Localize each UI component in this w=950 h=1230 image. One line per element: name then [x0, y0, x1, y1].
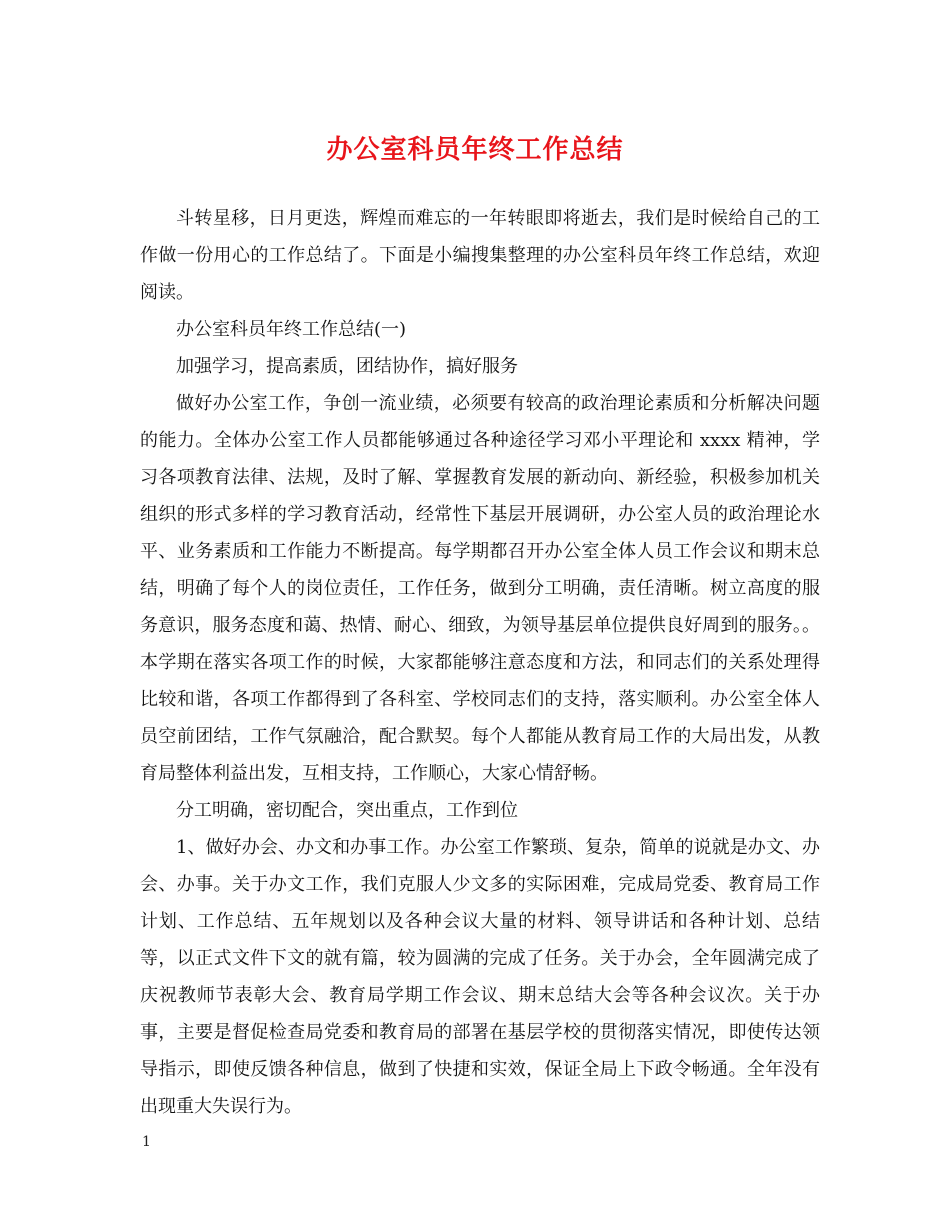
page-number: 1 — [142, 1134, 151, 1150]
document-title: 办公室科员年终工作总结 — [326, 135, 624, 165]
subsection-heading: 分工明确，密切配合，突出重点，工作到位 — [176, 800, 518, 821]
document-body — [140, 200, 820, 1125]
intro-paragraph: 斗转星移，日月更迭，辉煌而难忘的一年转眼即将逝去，我们是时候给自己的工作做一份用心的工作总结了。下面是小编搜集整理的办公室科员年终工作总结，欢迎阅读。 — [140, 208, 820, 303]
subsection-heading: 加强学习，提高素质，团结协作，搞好服务 — [176, 356, 518, 377]
section-heading: 办公室科员年终工作总结(一) — [176, 319, 407, 340]
body-paragraph: 1、做好办会、办文和办事工作。办公室工作繁琐、复杂，简单的说就是办文、办会、办事。关于办文工作，我们克服人少文多的实际困难，完成局党委、教育局工作计划、工作总结、五年规划以及各种会议大量的材料、领导讲话和各种计划、总结等，以正式文件下文的就有篇，较为圆满的完成了任务。关于办会，全年圆满完成了庆祝教师节表彰大会、教育局学期工作会议、期末总结大会等各种会议次。关于办事，主要是督促检查局党委和教育局的部署在基层学校的贯彻落实情况，即使传达领导指示，即使反馈各种信息，做到了快捷和实效，保证全局上下政令畅通。全年没有出现重大失误行为。 — [140, 837, 820, 1117]
body-paragraph: 做好办公室工作，争创一流业绩，必须要有较高的政治理论素质和分析解决问题的能力。全体办公室工作人员都能够通过各种途径学习邓小平理论和 xxxx 精神，学习各项教育法律、法规，及时了解、掌握教育发展的新动向、新经验，积极参加机关组织的形式多样的学习教育活动，经常性下基层开展调研，办公室人员的政治理论水平、业务素质和工作能力不断提高。每学期都召开办公室全体人员工作会议和期末总结，明确了每个人的岗位责任，工作任务，做到分工明确，责任清晰。树立高度的服务意识，服务态度和蔼、热情、耐心、细致，为领导基层单位提供良好周到的服务。。本学期在落实各项工作的时候，大家都能够注意态度和方法，和同志们的关系处理得比较和谐，各项工作都得到了各科室、学校同志们的支持，落实顺利。办公室全体人员空前团结，工作气氛融洽，配合默契。每个人都能从教育局工作的大局出发，从教育局整体利益出发，互相支持，工作顺心，大家心情舒畅。 — [140, 393, 820, 784]
